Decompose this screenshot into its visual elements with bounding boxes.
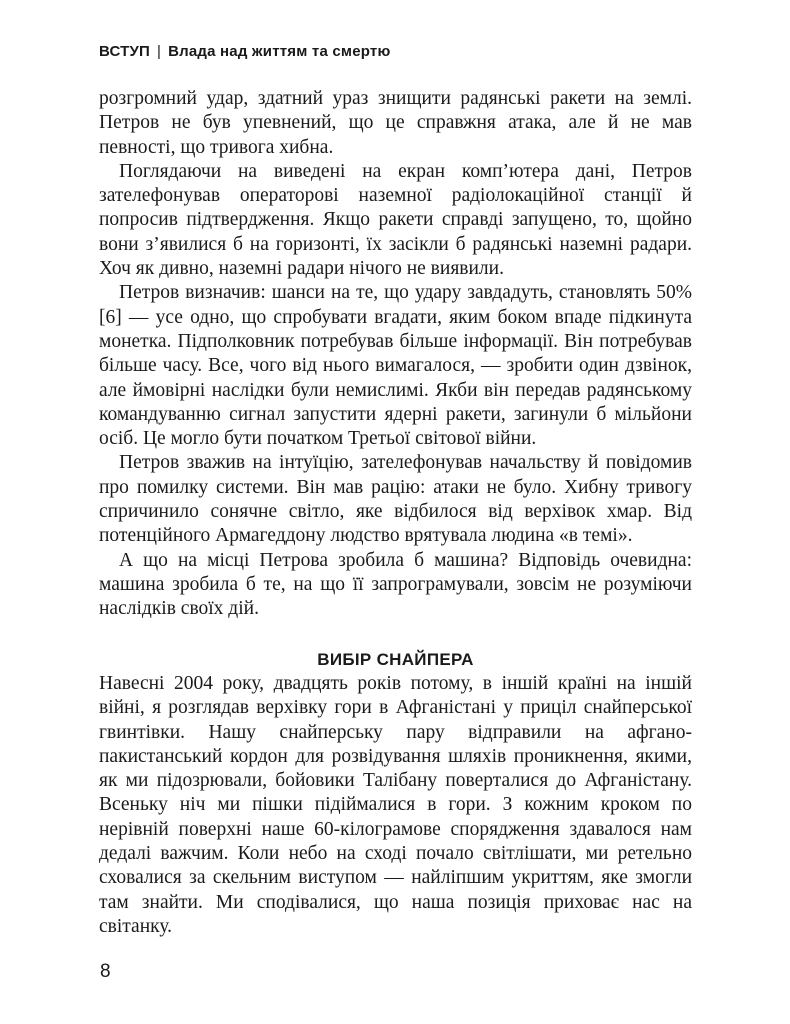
- body-text-bottom: [99, 672, 692, 939]
- running-head-separator: |: [157, 43, 162, 60]
- section-heading: ВИБІР СНАЙПЕРА: [317, 650, 474, 669]
- page-number: 8: [100, 961, 111, 982]
- paragraph: Навесні 2004 року, двадцять років потому, в іншій країні на іншій війні, я розглядав верхівку гори в Афганістані у приціл снайперської гвинтівки. Нашу снайперську пару відправили на афгано-пакистанський кордон для розвідування шляхів проникнення, якими, як ми підозрювали, бойовики Талібану поверталися до Афганістану. Всеньку ніч ми пішки підіймалися в гори. З кожним кроком по нерівній поверхні наше 60-кілограмове спорядження здавалося нам дедалі важчим. Коли небо на сході почало світлішати, ми ретельно сховалися за скельним виступом — найліпшим укриттям, яке змогли там знайти. Ми сподівалися, що наша позиція приховає нас на світанку.: [99, 673, 692, 937]
- paragraph: А що на місці Петрова зробила б машина? Відповідь очевидна: машина зробила б те, на що її запрограмували, зовсім не розуміючи наслідків своїх дій.: [99, 549, 692, 620]
- paragraph: Поглядаючи на виведені на екран комп’ютера дані, Петров зателефонував операторові наземної радіолокаційної станції й попросив підтвердження. Якщо ракети справді запущено, то, щойно вони з’явилися б на горизонті, їх засікли б радянські наземні радари. Хоч як дивно, наземні радари нічого не виявили.: [99, 160, 692, 280]
- running-head-section: ВСТУП: [99, 43, 150, 60]
- paragraph: Петров визначив: шанси на те, що удару завдадуть, становлять 50% [6] — усе одно, що спробувати вгадати, яким боком впаде підкинута монетка. Підполковник потребував більше інформації. Він потребував більше часу. Все, чого від нього вимагалося, — зробити один дзвінок, але ймовірні наслідки були немислимі. Якби він передав радянському командуванню сигнал запустити ядерні ракети, загинули б мільйони осіб. Це могло бути початком Третьої світової війни.: [99, 282, 692, 450]
- body-text-top: [99, 87, 692, 622]
- running-head: [99, 43, 390, 60]
- running-head-title: Влада над життям та смертю: [168, 43, 391, 60]
- paragraph: Петров зважив на інтуїцію, зателефонував начальству й повідомив про помилку системи. Він мав рацію: атаки не було. Хибну тривогу спричинило сонячне світло, яке відбилося від верхівок хмар. Від потенційного Армагеддону людство врятувала людина «в темі».: [99, 452, 692, 547]
- paragraph: розгромний удар, здатний ураз знищити радянські ракети на землі. Петров не був упевнений, що це справжня атака, але й не мав певності, що тривога хибна.: [99, 88, 692, 158]
